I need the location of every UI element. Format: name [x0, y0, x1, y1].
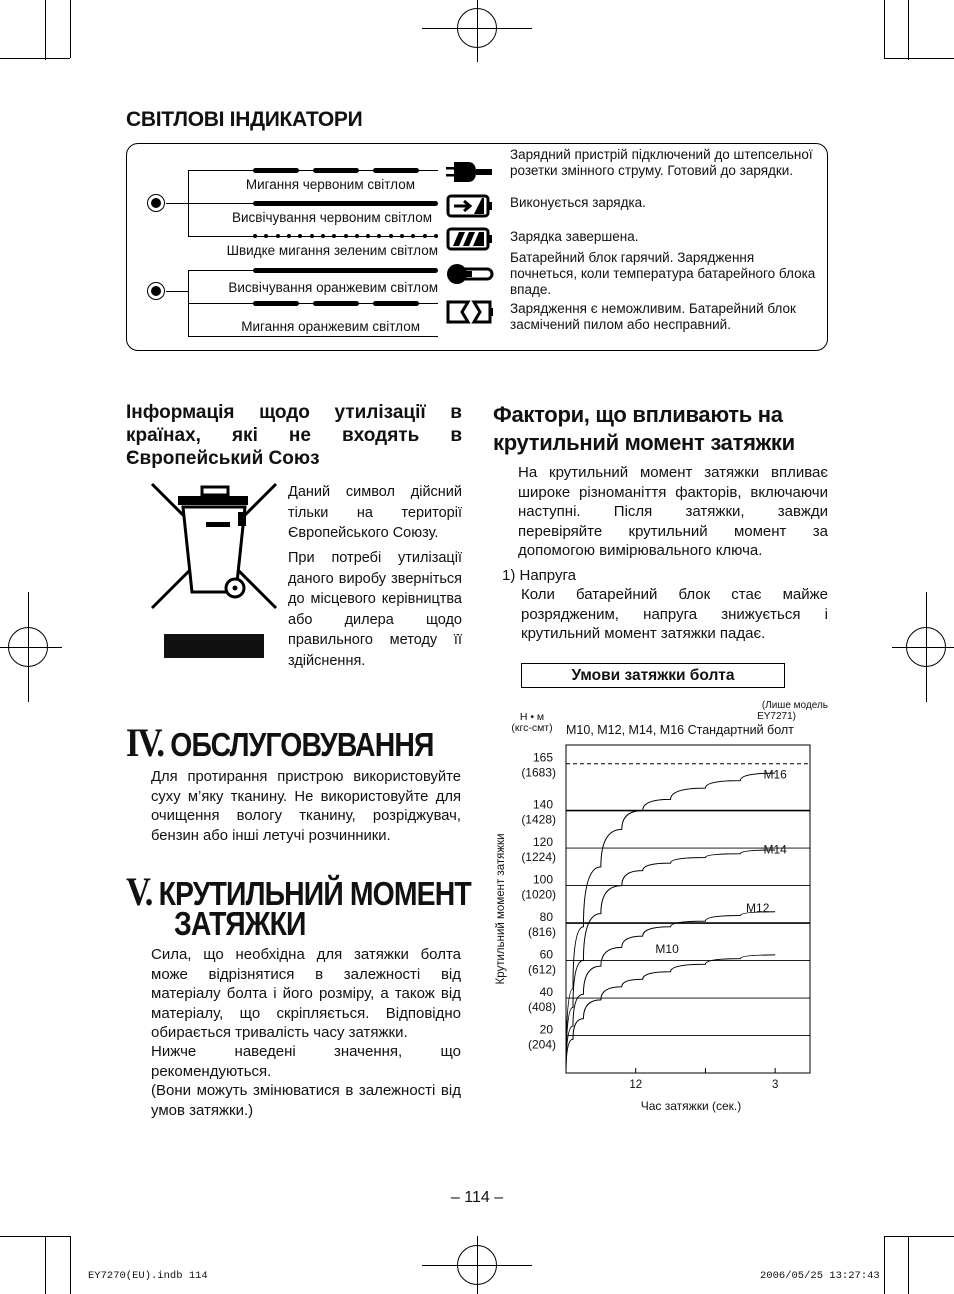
indicator-description: Зарядження є неможливим. Батарейний блок засмічений пилом або несправний.: [510, 301, 796, 332]
disposal-paragraph: Даний символ дійсний тільки на території Європейського Союзу.: [288, 484, 462, 541]
maintenance-heading: [126, 720, 434, 765]
plot-frame: [566, 745, 810, 1073]
disposal-title: Інформація щодо утилізації в країнах, які не входять в Європейський Союз: [126, 402, 462, 469]
series-line-m14: [566, 850, 775, 1073]
broken-battery-icon: [446, 298, 494, 326]
factors-intro: На крутильний момент затяжки впливає широке різноманіття факторів, включаючи наступні. Після затяжки, завжди перевіряйте крутильний момент за допомогою вимірювального ключа.: [518, 464, 828, 559]
registration-mark: [28, 592, 29, 702]
y-tick-label: 140: [532, 797, 553, 812]
crop-mark: [70, 1236, 71, 1294]
steady-red-pattern: [253, 201, 438, 206]
indicator-description: Зарядка завершена.: [510, 229, 639, 244]
registration-mark: [477, 1236, 478, 1294]
series-line-m10: [566, 955, 775, 1073]
series-label: M16: [763, 767, 787, 782]
y-units: (кгс-смт): [511, 722, 553, 734]
y-tick-label: 80: [539, 910, 553, 925]
led-icon: [147, 282, 165, 300]
fast-blink-green-pattern: [253, 234, 438, 239]
charging-battery-icon: [446, 192, 494, 220]
crop-mark: [70, 0, 71, 58]
section-numeral: IV.: [126, 720, 164, 765]
footer-file: EY7270(EU).indb 114: [88, 1270, 208, 1282]
y-tick-label: (1428): [521, 812, 556, 827]
blink-red-pattern: [253, 168, 438, 173]
crop-mark: [884, 1236, 885, 1294]
y-tick-label: (1224): [521, 850, 556, 865]
crossed-bin-icon: [150, 482, 278, 662]
indicators-title: СВІТЛОВІ ІНДИКАТОРИ: [126, 108, 363, 131]
indicator-label: Мигання оранжевим світлом: [241, 319, 420, 334]
registration-mark: [0, 647, 62, 648]
section-title: КРУТИЛЬНИЙ МОМЕНТ: [158, 875, 471, 912]
factor-item-label: 1) Напруга: [502, 567, 576, 584]
crop-mark: [45, 0, 46, 60]
x-tick-label: 3: [771, 1079, 779, 1091]
torque-paragraph: (Вони можуть змінюватися в залежності від умов затяжки.): [151, 1082, 461, 1119]
series-line-m12: [566, 912, 775, 1073]
y-tick-label: 40: [539, 985, 553, 1000]
crop-mark: [908, 0, 909, 60]
registration-mark: [926, 592, 927, 702]
indicator-label: Висвічування червоним світлом: [232, 210, 432, 225]
y-tick-label: (408): [527, 1000, 556, 1015]
factor-item-text: Коли батарейний блок стає майже розрядженим, напруга знижується і крутильний момент затяжки падає.: [521, 586, 828, 642]
plug-icon: [446, 158, 494, 186]
maintenance-text: Для протирання пристрою використовуйте суху м’яку тканину. Не використовуйте для очищення вологу тканину, розріджувач, бензин або інші летучі розчинники.: [151, 769, 461, 844]
x-axis-label: Час затяжки (сек.): [640, 1099, 742, 1113]
registration-mark: [477, 0, 478, 62]
full-battery-icon: [446, 225, 494, 253]
torque-paragraph: Нижче наведені значення, що рекомендуються.: [151, 1043, 461, 1080]
thermometer-icon: [446, 260, 494, 288]
crop-mark: [0, 58, 70, 59]
crop-mark: [45, 1236, 46, 1294]
y-axis-label: Крутильний момент затяжки: [495, 833, 507, 985]
y-tick-label: (816): [527, 925, 556, 940]
page-number: – 114 –: [450, 1189, 504, 1206]
disposal-paragraph: При потребі утилізації даного виробу зверніться до місцевого керівництва або дилера щодо правильного методу її здійснення.: [288, 550, 462, 669]
section-numeral: V.: [126, 869, 152, 914]
blink-orange-pattern: [253, 301, 438, 306]
y-tick-label: 165: [532, 750, 553, 765]
crop-mark: [884, 1236, 954, 1237]
indicator-label: Мигання червоним світлом: [245, 177, 415, 192]
section-title: ОБСЛУГОВУВАННЯ: [170, 726, 434, 763]
indicator-description: Батарейний блок гарячий. Зарядження почнеться, коли температура батарейного блока впаде.: [510, 250, 816, 297]
chart-note: EY7271): [757, 711, 796, 722]
y-tick-label: 60: [539, 947, 553, 962]
crop-mark: [0, 1236, 70, 1237]
y-tick-label: 20: [539, 1022, 553, 1037]
y-tick-label: 120: [532, 835, 553, 850]
torque-paragraph: Сила, що необхідна для затяжки болта може відрізнятися в залежності від матеріалу болта і його розміру, а також від матеріалу, що скріпляється. Відповідно обирається тривалість часу затяжки.: [151, 946, 461, 1041]
torque-heading-line2: ЗАТЯЖКИ: [174, 905, 306, 942]
y-tick-label: (1020): [521, 887, 556, 902]
led-icon: [147, 194, 165, 212]
torque-chart: [480, 695, 840, 1120]
indicator-label: Швидке мигання зеленим світлом: [226, 243, 438, 258]
chart-note: (Лише модель: [761, 700, 828, 711]
registration-mark: [892, 647, 954, 648]
footer-date: 2006/05/25 13:27:43: [760, 1270, 880, 1282]
series-label: M10: [655, 942, 679, 957]
chart-heading: Умови затяжки болта: [521, 663, 785, 688]
indicator-description: Виконується зарядка.: [510, 195, 646, 210]
series-label: M14: [763, 842, 787, 857]
x-tick-label: 12: [629, 1079, 643, 1091]
y-tick-label: (612): [527, 962, 556, 977]
steady-orange-pattern: [253, 268, 438, 273]
series-label: M12: [746, 900, 770, 915]
y-tick-label: (1683): [521, 765, 556, 780]
crop-mark: [884, 0, 885, 58]
y-tick-label: (204): [527, 1037, 556, 1052]
crop-mark: [908, 1236, 909, 1294]
crop-mark: [884, 58, 954, 59]
chart-title: M10, M12, M14, M16 Стандартний болт: [566, 723, 794, 737]
indicator-description: Зарядний пристрій підключений до штепсельної розетки змінного струму. Готовий до зарядки.: [510, 147, 813, 178]
factors-title: Фактори, що впливають на крутильний момент затяжки: [493, 402, 795, 455]
y-units: Н • м: [519, 711, 545, 723]
y-tick-label: 100: [532, 872, 553, 887]
indicator-label: Висвічування оранжевим світлом: [228, 280, 438, 295]
